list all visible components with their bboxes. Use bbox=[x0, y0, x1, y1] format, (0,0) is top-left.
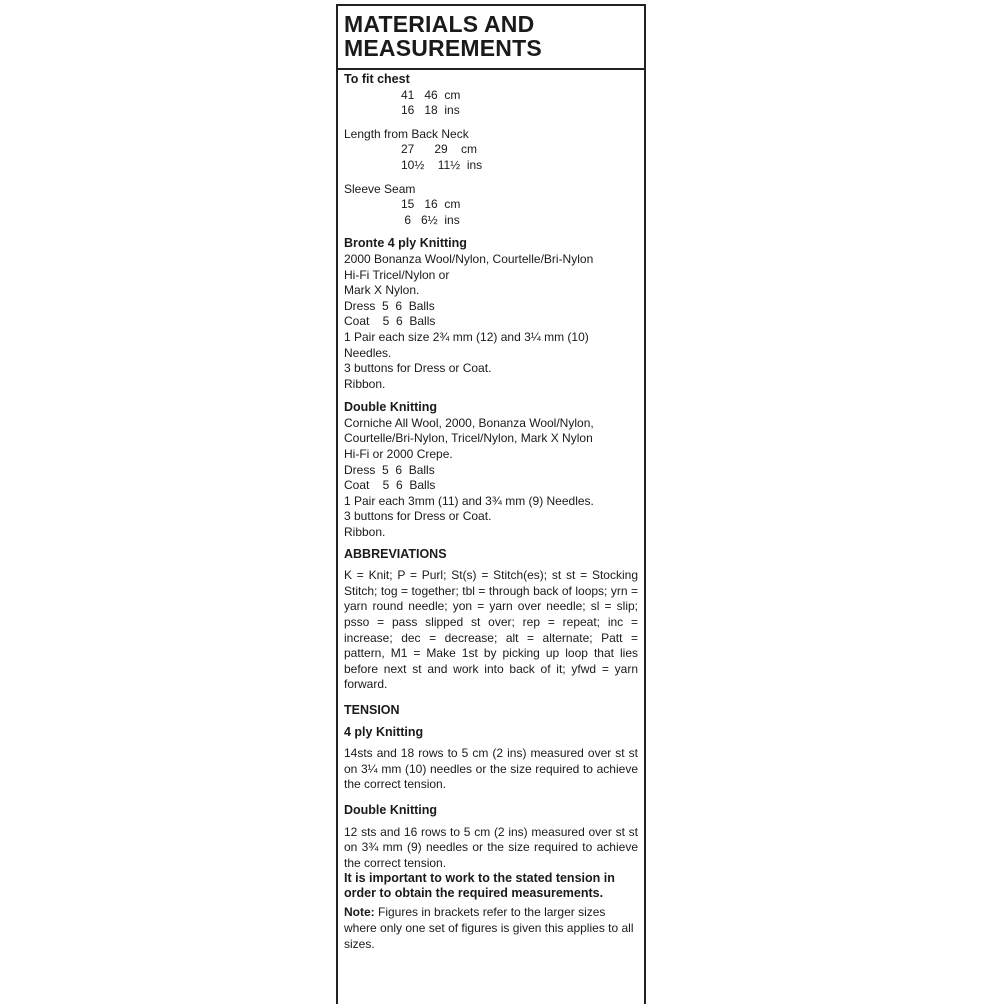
sleeve-ins: 6 6½ ins bbox=[401, 212, 460, 227]
bronte-line: Ribbon. bbox=[344, 376, 386, 391]
tension-4ply-heading: 4 ply Knitting bbox=[344, 724, 424, 739]
bronte-line: 3 buttons for Dress or Coat. bbox=[344, 361, 492, 376]
bronte-line: Mark X Nylon. bbox=[344, 283, 420, 298]
fit-ins: 16 18 ins bbox=[401, 103, 460, 118]
note-text: Figures in brackets refer to the larger sizes where only one set of figures is given this applies to all sizes. bbox=[344, 905, 634, 951]
dk-line: Coat 5 6 Balls bbox=[344, 478, 436, 493]
note-label: Note: bbox=[344, 905, 375, 920]
bronte-line: Dress 5 6 Balls bbox=[344, 298, 435, 313]
bronte-line: Needles. bbox=[344, 345, 392, 360]
materials-panel bbox=[336, 4, 646, 1004]
title-divider bbox=[338, 68, 644, 70]
dk-line: Corniche All Wool, 2000, Bonanza Wool/Nylon, bbox=[344, 415, 594, 430]
dk-line: Hi-Fi or 2000 Crepe. bbox=[344, 447, 453, 462]
dk-line: Courtelle/Bri-Nylon, Tricel/Nylon, Mark X Nylon bbox=[344, 431, 593, 446]
length-heading: Length from Back Neck bbox=[344, 126, 469, 141]
dk-heading: Double Knitting bbox=[344, 400, 438, 415]
abbreviations-heading: ABBREVIATIONS bbox=[344, 546, 447, 561]
content bbox=[344, 72, 638, 952]
fit-heading: To fit chest bbox=[344, 72, 410, 86]
bronte-line: 1 Pair each size 2¾ mm (12) and 3¼ mm (10) bbox=[344, 329, 589, 344]
abbreviations-text: K = Knit; P = Purl; St(s) = Stitch(es); st st = Stocking Stitch; tog = together; tbl = through back of loops; yrn = yarn round needle; yon = yarn over needle; sl = slip; psso = pass slipped st over; rep = repeat; inc = increase; dec = decrease; alt = alternate; Patt = pattern, M1 = Make 1st by picking up loop that lies before next st and work into back of it; yfwd = yarn forward. bbox=[344, 568, 638, 692]
length-cm: 27 29 cm bbox=[401, 142, 478, 157]
sleeve-heading: Sleeve Seam bbox=[344, 181, 416, 196]
important-note: It is important to work to the stated tension in order to obtain the required measurements. bbox=[344, 871, 615, 901]
dk-line: Ribbon. bbox=[344, 525, 386, 540]
dk-line: Dress 5 6 Balls bbox=[344, 462, 435, 477]
page-title: MATERIALS AND MEASUREMENTS bbox=[344, 11, 542, 61]
tension-dk-heading: Double Knitting bbox=[344, 802, 438, 817]
sleeve-cm: 15 16 cm bbox=[401, 197, 461, 212]
bronte-line: Hi-Fi Tricel/Nylon or bbox=[344, 267, 450, 282]
bronte-heading: Bronte 4 ply Knitting bbox=[344, 236, 467, 251]
tension-4ply-text: 14sts and 18 rows to 5 cm (2 ins) measured over st st on 3¼ mm (10) needles or the size required to achieve the correct tension. bbox=[344, 746, 638, 792]
sizes-note bbox=[344, 905, 638, 952]
tension-dk-text: 12 sts and 16 rows to 5 cm (2 ins) measured over st st on 3¾ mm (9) needles or the size required to achieve the correct tension. bbox=[344, 824, 638, 870]
length-ins: 10½ 11½ ins bbox=[401, 157, 483, 172]
tension-heading: TENSION bbox=[344, 702, 400, 717]
bronte-line: 2000 Bonanza Wool/Nylon, Courtelle/Bri-Nylon bbox=[344, 251, 594, 266]
dk-line: 1 Pair each 3mm (11) and 3¾ mm (9) Needles. bbox=[344, 493, 594, 508]
bronte-line: Coat 5 6 Balls bbox=[344, 314, 436, 329]
dk-line: 3 buttons for Dress or Coat. bbox=[344, 509, 492, 524]
fit-cm: 41 46 cm bbox=[401, 87, 461, 102]
